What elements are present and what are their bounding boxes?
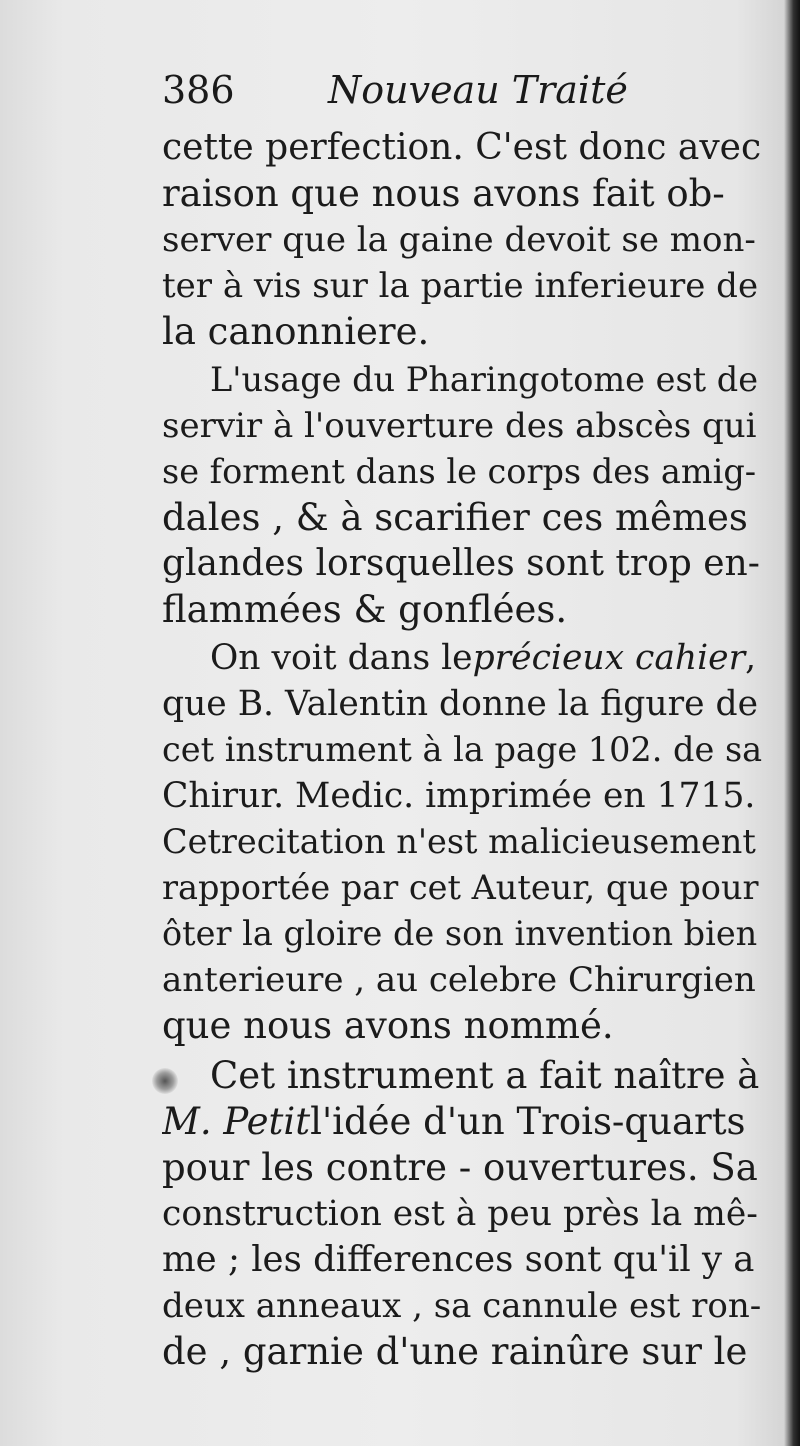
text-line: que nous avons nommé. xyxy=(162,1004,614,1047)
text-line: me ; les differences sont qu'il y a xyxy=(162,1239,755,1280)
text-line: server que la gaine devoit se mon- xyxy=(162,220,756,260)
text-line: se forment dans le corps des amig- xyxy=(162,452,757,491)
running-title: Nouveau Traité xyxy=(328,68,628,112)
text-line: Cetrecitation n'est malicieusement xyxy=(162,822,756,861)
text-line: Chirur. Medic. imprimée en 1715. xyxy=(162,776,756,816)
text-line: glandes lorsquelles sont trop en- xyxy=(162,543,760,584)
text-line: construction est à peu près la mê- xyxy=(162,1194,758,1234)
text-line: dales , & à scarifier ces mêmes xyxy=(162,496,748,539)
text-line: M. Petit l'idée d'un Trois-quarts xyxy=(162,1100,746,1143)
text-line: ter à vis sur la partie inferieure de xyxy=(162,266,759,306)
text-line: rapportée par cet Auteur, que pour xyxy=(162,868,759,907)
paragraph-start-line: On voit dans le précieux cahier , xyxy=(210,638,757,678)
text-line: cet instrument à la page 102. de sa xyxy=(162,730,762,769)
paragraph-start-line: L'usage du Pharingotome est de xyxy=(210,360,759,399)
text-line: la canonniere. xyxy=(162,310,430,353)
text-line: anterieure , au celebre Chirurgien xyxy=(162,960,756,1000)
text-line: cette perfection. C'est donc avec xyxy=(162,127,762,168)
text-line: servir à l'ouverture des abscès qui xyxy=(162,406,757,446)
text-line: raison que nous avons fait ob- xyxy=(162,172,725,215)
text-line: ôter la gloire de son invention bien xyxy=(162,914,758,953)
text-line: flammées & gonflées. xyxy=(162,588,568,631)
paragraph-start-line: Cet instrument a fait naître à xyxy=(210,1054,760,1097)
text-line: que B. Valentin donne la figure de xyxy=(162,684,758,724)
page-number: 386 xyxy=(162,68,235,112)
text-line: de , garnie d'une rainûre sur le xyxy=(162,1330,748,1373)
text-line: pour les contre - ouvertures. Sa xyxy=(162,1146,758,1189)
text-line: deux anneaux , sa cannule est ron- xyxy=(162,1286,762,1326)
